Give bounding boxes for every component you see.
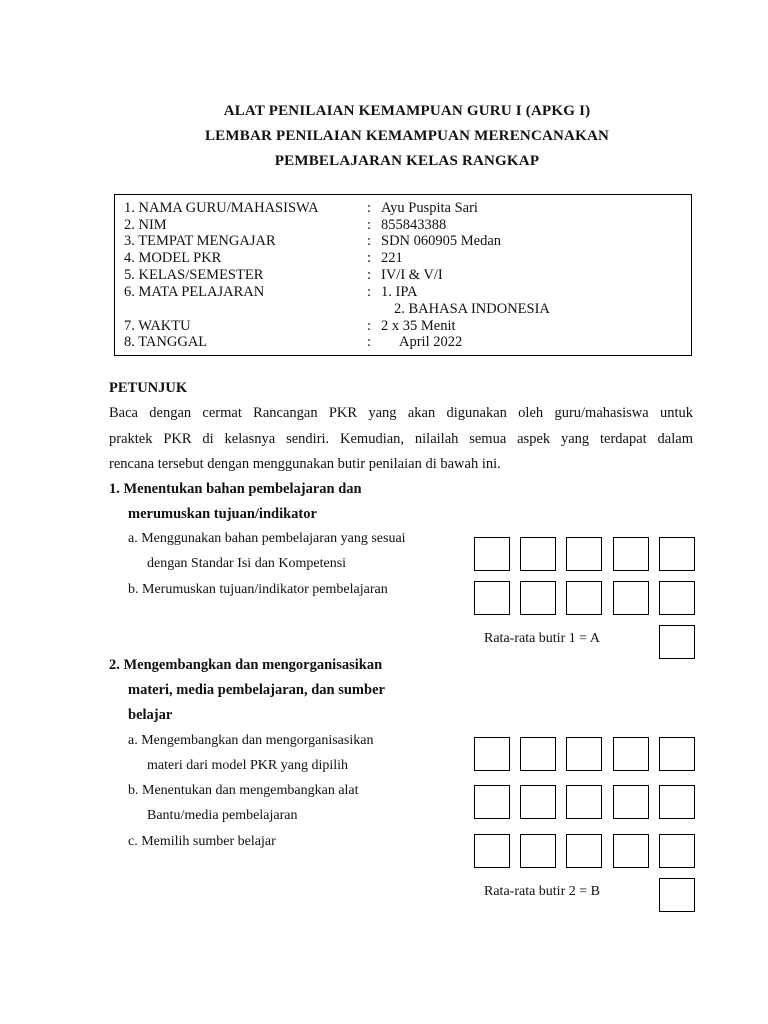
section-2-heading-cont: materi, media pembelajaran, dan sumber — [128, 682, 385, 698]
info-colon: : — [367, 250, 372, 266]
info-row-date — [115, 334, 691, 351]
info-colon: : — [367, 217, 372, 233]
score-box-1b-1[interactable] — [474, 581, 510, 615]
info-label: 5. KELAS/SEMESTER — [124, 267, 264, 283]
info-row-subject-2 — [115, 301, 691, 318]
score-box-2c-2[interactable] — [520, 834, 556, 868]
info-value: 1. IPA — [381, 284, 418, 300]
score-box-2a-3[interactable] — [566, 737, 602, 771]
section-2-heading-cont-2: belajar — [128, 707, 173, 723]
info-label: 7. WAKTU — [124, 318, 191, 334]
instructions-line-3: rencana tersebut dengan menggunakan butir penilaian di bawah ini. — [109, 456, 501, 472]
score-box-1a-2[interactable] — [520, 537, 556, 571]
score-box-2c-3[interactable] — [566, 834, 602, 868]
section-2-average-label: Rata-rata butir 2 = B — [484, 884, 600, 899]
score-box-2c-1[interactable] — [474, 834, 510, 868]
document-subtitle-2: PEMBELAJARAN KELAS RANGKAP — [274, 153, 540, 169]
score-box-2b-1[interactable] — [474, 785, 510, 819]
info-colon: : — [367, 284, 372, 300]
instructions-line-1: Baca dengan cermat Rancangan PKR yang akan digunakan oleh guru/mahasiswa untuk — [109, 405, 693, 421]
score-box-1b-5[interactable] — [659, 581, 695, 615]
section-1-average-label: Rata-rata butir 1 = A — [484, 631, 600, 646]
info-label: 8. TANGGAL — [124, 334, 208, 350]
info-label: 4. MODEL PKR — [124, 250, 222, 266]
info-label: 2. NIM — [124, 217, 167, 233]
info-colon: : — [367, 334, 372, 350]
info-value: 855843388 — [381, 217, 447, 233]
score-box-1a-5[interactable] — [659, 537, 695, 571]
info-row-class — [115, 267, 691, 284]
section-2-item-a: a. Mengembangkan dan mengorganisasikan — [128, 733, 374, 748]
section-1-heading: 1. Menentukan bahan pembelajaran dan — [109, 481, 362, 497]
info-label: 1. NAMA GURU/MAHASISWA — [124, 200, 319, 216]
identity-box — [114, 194, 692, 356]
section-2-item-a-cont: materi dari model PKR yang dipilih — [147, 758, 349, 773]
info-value: IV/I & V/I — [381, 267, 443, 283]
score-box-2a-1[interactable] — [474, 737, 510, 771]
score-box-2b-2[interactable] — [520, 785, 556, 819]
info-row-name — [115, 200, 691, 217]
score-box-2b-5[interactable] — [659, 785, 695, 819]
score-box-1a-4[interactable] — [613, 537, 649, 571]
score-box-1b-3[interactable] — [566, 581, 602, 615]
info-row-time — [115, 318, 691, 335]
info-value: 221 — [381, 250, 403, 266]
score-box-2a-4[interactable] — [613, 737, 649, 771]
document-subtitle-1: LEMBAR PENILAIAN KEMAMPUAN MERENCANAKAN — [204, 128, 610, 144]
info-label: 3. TEMPAT MENGAJAR — [124, 233, 276, 249]
score-box-average-b[interactable] — [659, 878, 695, 912]
section-1-item-a: a. Menggunakan bahan pembelajaran yang sesuai — [128, 531, 406, 546]
section-1-item-a-cont: dengan Standar Isi dan Kompetensi — [147, 556, 347, 571]
score-box-1b-2[interactable] — [520, 581, 556, 615]
instructions-line-2: praktek PKR di kelasnya sendiri. Kemudian, nilailah semua aspek yang terdapat dalam — [109, 431, 693, 447]
info-value: Ayu Puspita Sari — [381, 200, 478, 216]
score-box-average-a[interactable] — [659, 625, 695, 659]
section-2-item-c: c. Memilih sumber belajar — [128, 834, 276, 849]
info-label: 6. MATA PELAJARAN — [124, 284, 265, 300]
info-row-subject — [115, 284, 691, 301]
info-value: 2. BAHASA INDONESIA — [394, 301, 550, 317]
section-1-heading-cont: merumuskan tujuan/indikator — [128, 506, 317, 522]
section-2-item-b-cont: Bantu/media pembelajaran — [147, 808, 298, 823]
info-colon: : — [367, 267, 372, 283]
score-box-2c-4[interactable] — [613, 834, 649, 868]
score-box-1a-1[interactable] — [474, 537, 510, 571]
section-1-item-b: b. Merumuskan tujuan/indikator pembelajaran — [128, 582, 388, 597]
section-2-item-b: b. Menentukan dan mengembangkan alat — [128, 783, 359, 798]
info-colon: : — [367, 200, 372, 216]
info-colon: : — [367, 233, 372, 249]
score-box-1a-3[interactable] — [566, 537, 602, 571]
info-row-school — [115, 233, 691, 250]
score-box-2c-5[interactable] — [659, 834, 695, 868]
score-box-2a-5[interactable] — [659, 737, 695, 771]
score-box-2b-3[interactable] — [566, 785, 602, 819]
score-box-2a-2[interactable] — [520, 737, 556, 771]
info-row-model — [115, 250, 691, 267]
score-box-1b-4[interactable] — [613, 581, 649, 615]
info-value: SDN 060905 Medan — [381, 233, 502, 249]
info-value: 2 x 35 Menit — [381, 318, 456, 334]
info-colon: : — [367, 318, 372, 334]
instructions-heading: PETUNJUK — [109, 380, 188, 396]
section-2-heading: 2. Mengembangkan dan mengorganisasikan — [109, 657, 383, 673]
info-value: April 2022 — [399, 334, 463, 350]
score-box-2b-4[interactable] — [613, 785, 649, 819]
info-row-nim — [115, 217, 691, 234]
document-title: ALAT PENILAIAN KEMAMPUAN GURU I (APKG I) — [223, 103, 591, 119]
